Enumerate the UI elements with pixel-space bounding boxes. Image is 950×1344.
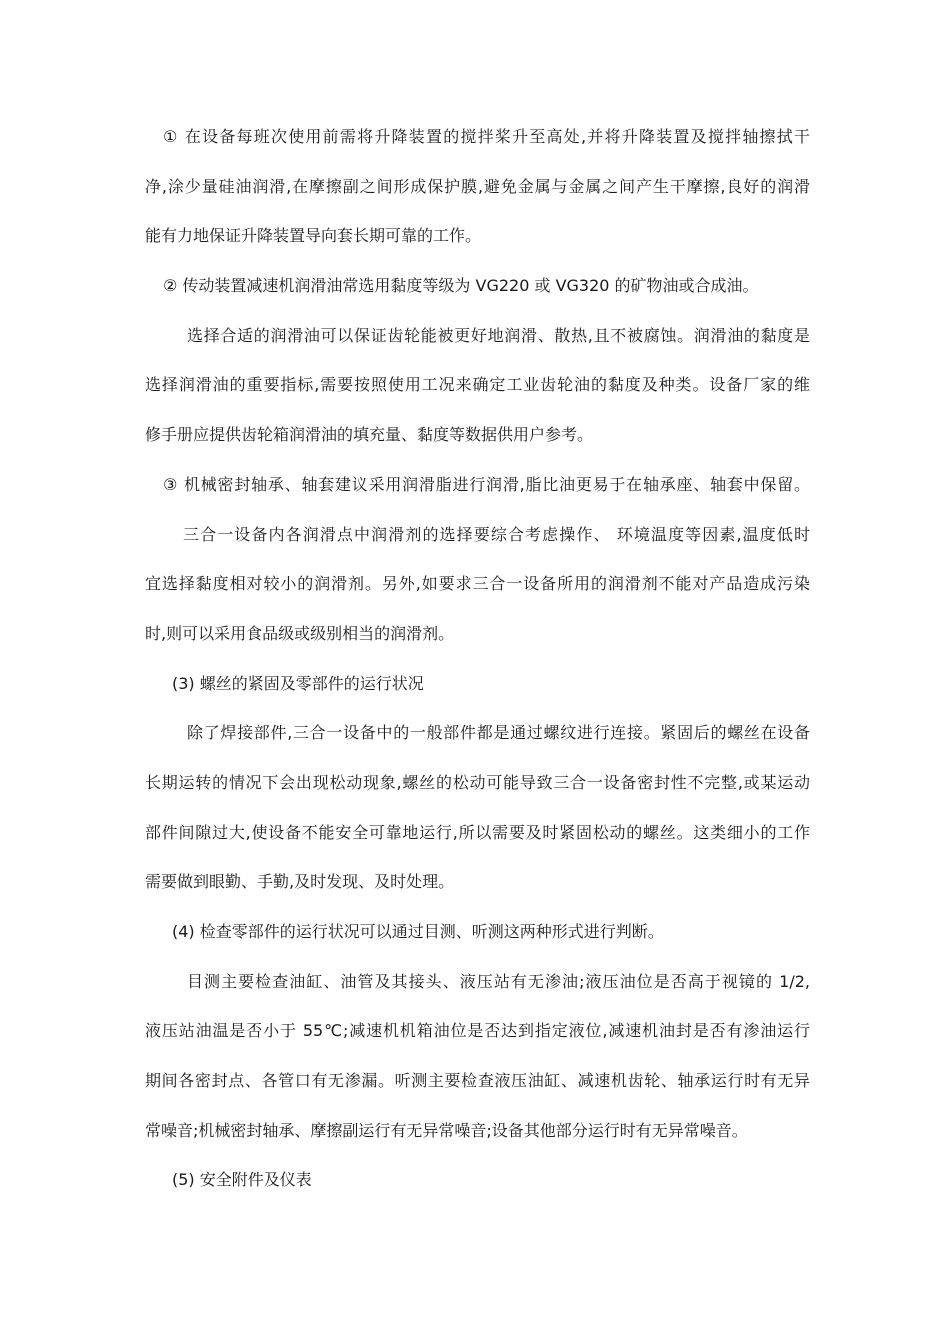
text-line: 宜选择黏度相对较小的润滑剂。另外,如要求三合一设备所用的润滑剂不能对产品造成污染 (145, 574, 810, 594)
text-line: 三合一设备内各润滑点中润滑剂的选择要综合考虑操作、 环境温度等因素,温度低时 (183, 524, 810, 544)
text-line: 液压站油温是否小于 55℃;减速机机箱油位是否达到指定液位,减速机油封是否有渗油运行 (145, 1021, 810, 1041)
section-heading: (4) 检查零部件的运行状况可以通过目测、听测这两种形式进行判断。 (172, 922, 664, 941)
document-page (145, 112, 810, 1205)
section-heading: (5) 安全附件及仪表 (172, 1170, 312, 1190)
text-line: 能有力地保证升降装置导向套长期可靠的工作。 (145, 226, 482, 246)
text-line: 除了焊接部件,三合一设备中的一般部件都是通过螺纹进行连接。紧固后的螺丝在设备 (187, 723, 810, 743)
text-line: 部件间隙过大,使设备不能安全可靠地运行,所以需要及时紧固松动的螺丝。这类细小的工作 (145, 822, 810, 842)
text-line: 选择合适的润滑油可以保证齿轮能被更好地润滑、散热,且不被腐蚀。润滑油的黏度是 (187, 325, 810, 345)
text-line: ① 在设备每班次使用前需将升降装置的搅拌桨升至高处,并将升降装置及搅拌轴擦拭干 (163, 127, 810, 146)
text-line: 时,则可以采用食品级或级别相当的润滑剂。 (145, 623, 455, 643)
text-line: 选择润滑油的重要指标,需要按照使用工况来确定工业齿轮油的黏度及种类。设备厂家的维 (145, 375, 810, 395)
text-line: 长期运转的情况下会出现松动现象,螺丝的松动可能导致三合一设备密封性不完整,或某运动 (145, 772, 810, 792)
text-line: 修手册应提供齿轮箱润滑油的填充量、黏度等数据供用户参考。 (145, 425, 594, 445)
text-line: 期间各密封点、各管口有无渗漏。听测主要检查液压油缸、减速机齿轮、轴承运行时有无异 (145, 1071, 810, 1091)
text-line: 净,涂少量硅油润滑,在摩擦副之间形成保护膜,避免金属与金属之间产生干摩擦,良好的润滑 (145, 176, 810, 196)
text-line: 常噪音;机械密封轴承、摩擦副运行有无异常噪音;设备其他部分运行时有无异常噪音。 (145, 1120, 748, 1140)
section-heading: (3) 螺丝的紧固及零部件的运行状况 (172, 673, 424, 693)
text-line: 目测主要检查油缸、油管及其接头、液压站有无渗油;液压油位是否高于视镜的 1/2, (187, 971, 810, 991)
text-line: ③ 机械密封轴承、轴套建议采用润滑脂进行润滑,脂比油更易于在轴承座、轴套中保留。 (163, 474, 810, 494)
text-line: ② 传动装置减速机润滑油常选用黏度等级为 VG220 或 VG320 的矿物油或合成油。 (163, 276, 759, 296)
text-line: 需要做到眼勤、手勤,及时发现、及时处理。 (145, 872, 455, 892)
